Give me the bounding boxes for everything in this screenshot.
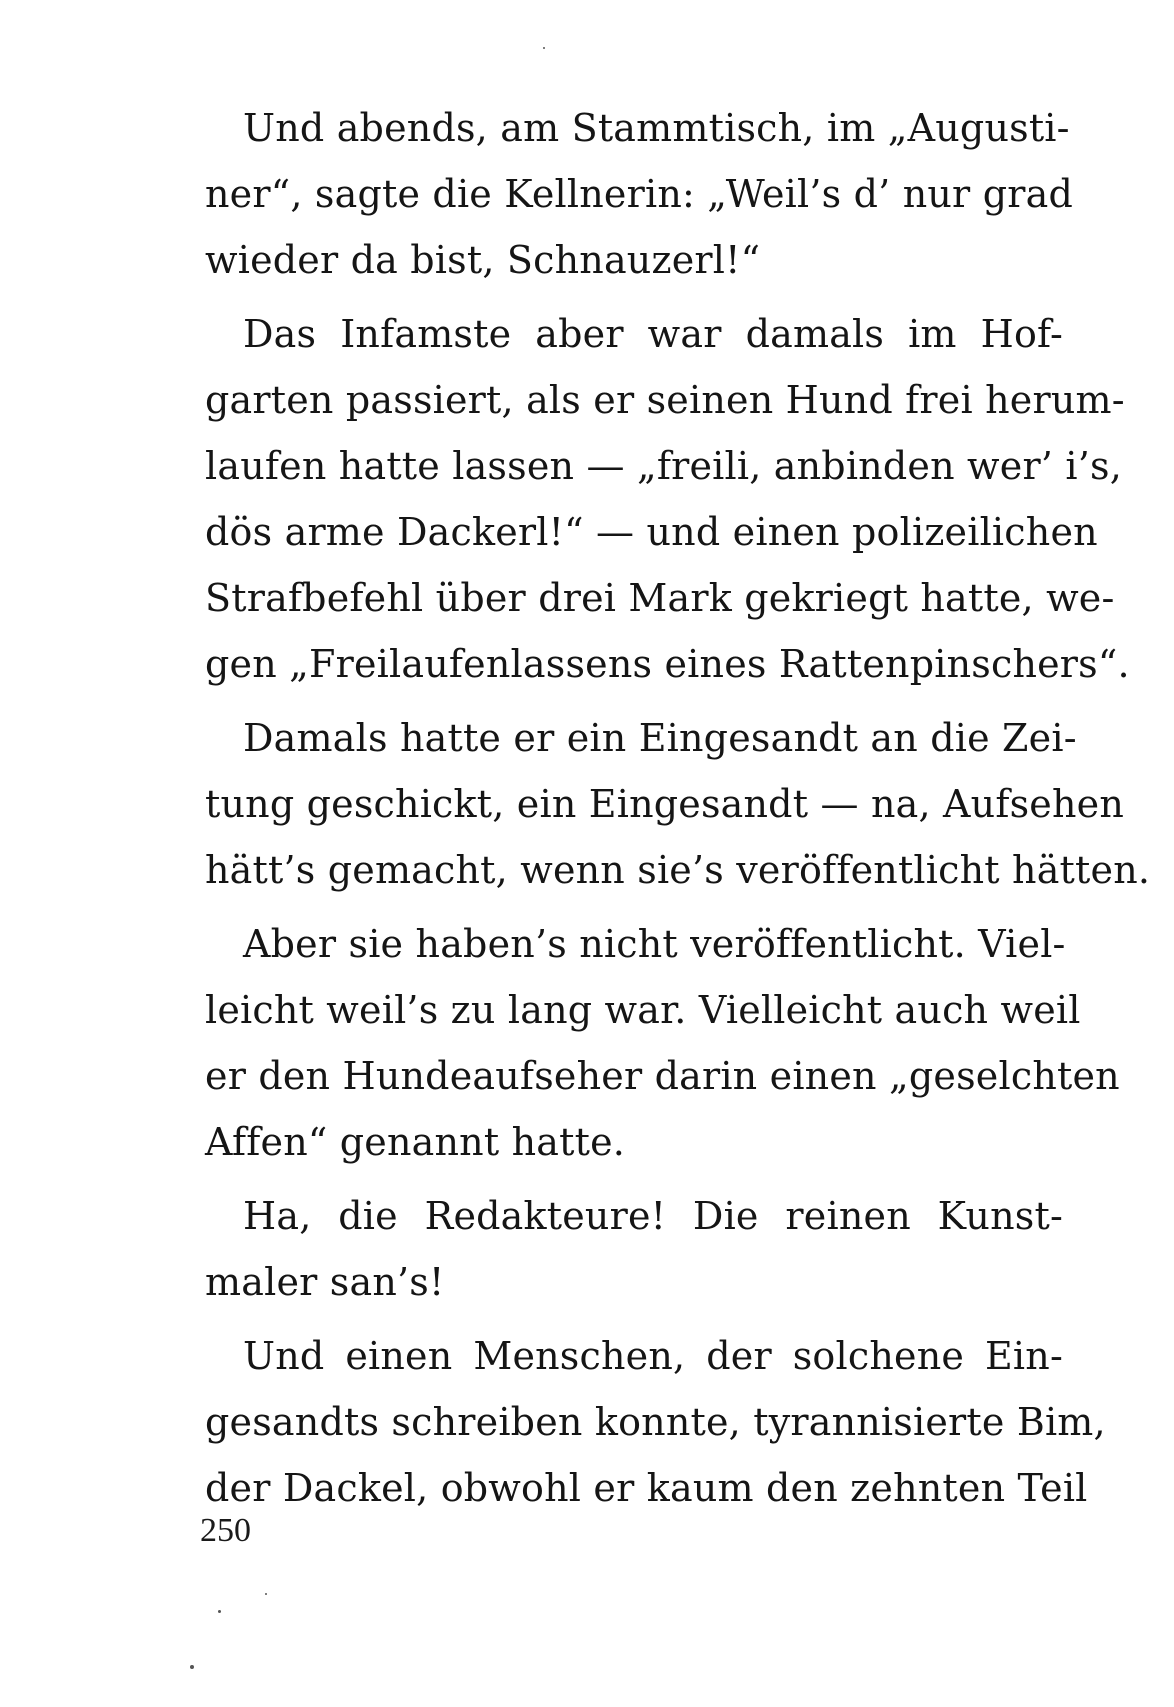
- scan-speck: [218, 1610, 221, 1613]
- text-line: wieder da bist, Schnauzerl!“: [205, 238, 761, 282]
- scan-speck: [190, 1665, 194, 1669]
- text-line: Und abends, am Stammtisch, im „Augusti-: [243, 106, 1070, 150]
- page-number: 250: [200, 1512, 251, 1549]
- text-line: er den Hundeaufseher darin einen „geselchten: [205, 1054, 1120, 1098]
- text-line: der Dackel, obwohl er kaum den zehnten Teil: [205, 1466, 1088, 1510]
- text-line: Das Infamste aber war damals im Hof-: [243, 312, 1063, 356]
- scan-speck: [543, 47, 545, 49]
- text-line: Aber sie haben’s nicht veröffentlicht. Viel-: [243, 922, 1066, 966]
- text-line: Ha, die Redakteure! Die reinen Kunst-: [243, 1194, 1063, 1238]
- text-line: gen „Freilaufenlassens eines Rattenpinschers“.: [205, 642, 1130, 686]
- text-line: Strafbefehl über drei Mark gekriegt hatte, we-: [205, 576, 1115, 620]
- text-line: Affen“ genannt hatte.: [205, 1120, 626, 1164]
- text-line: tung geschickt, ein Eingesandt — na, Aufsehen: [205, 782, 1125, 826]
- text-line: Und einen Menschen, der solchene Ein-: [243, 1334, 1063, 1378]
- scan-speck: [265, 1593, 267, 1595]
- text-line: dös arme Dackerl!“ — und einen polizeilichen: [205, 510, 1098, 554]
- text-line: ner“, sagte die Kellnerin: „Weil’s d’ nur grad: [205, 172, 1073, 216]
- text-line: garten passiert, als er seinen Hund frei herum-: [205, 378, 1125, 422]
- text-line: maler san’s!: [205, 1260, 445, 1304]
- text-line: Damals hatte er ein Eingesandt an die Zei-: [243, 716, 1077, 760]
- text-line: leicht weil’s zu lang war. Vielleicht auch weil: [205, 988, 1081, 1032]
- text-line: hätt’s gemacht, wenn sie’s veröffentlicht hätten.: [205, 848, 1151, 892]
- text-line: gesandts schreiben konnte, tyrannisierte Bim,: [205, 1400, 1106, 1444]
- text-line: laufen hatte lassen — „freili, anbinden wer’ i’s,: [205, 444, 1122, 488]
- body-text: [205, 95, 1151, 1521]
